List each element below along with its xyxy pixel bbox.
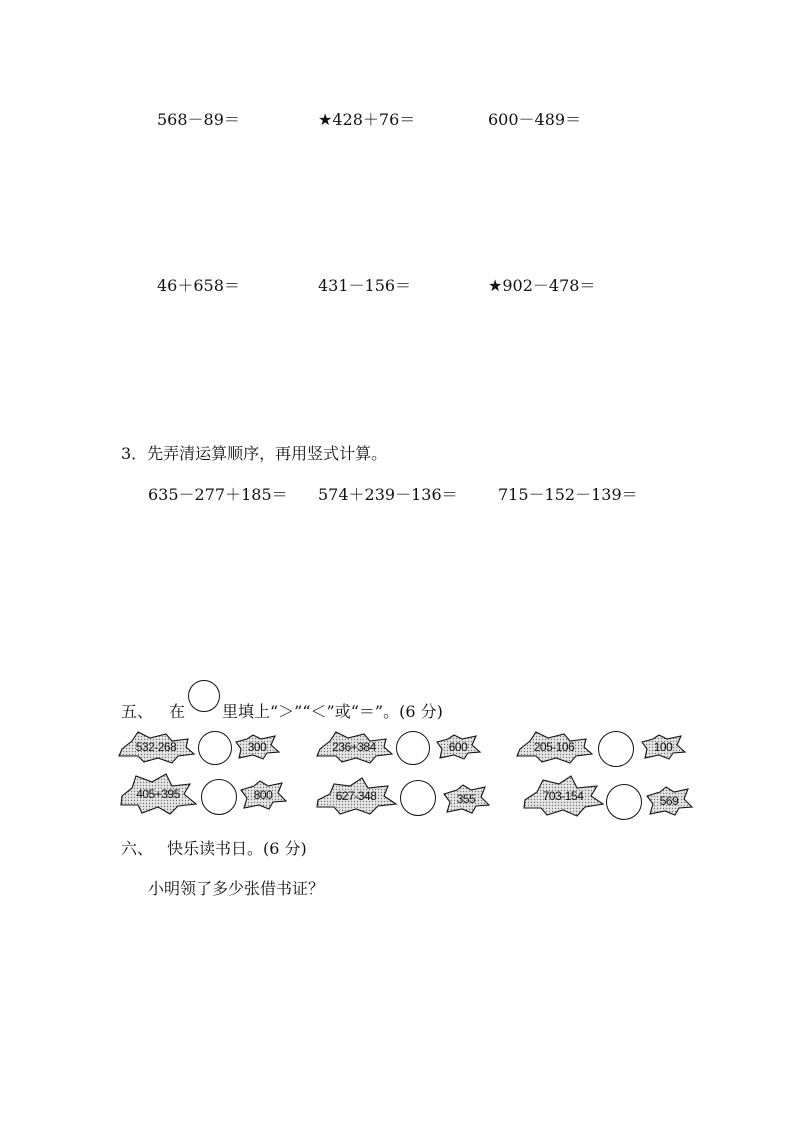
problem-568-89: 568－89＝ [157, 110, 240, 129]
star-expression-2 [314, 729, 394, 765]
problem-902-478: ★902－478＝ [488, 276, 596, 295]
compare-circle-6[interactable] [606, 784, 642, 820]
compare-circle-4[interactable] [201, 779, 237, 815]
q3-problem-2: 574＋239－136＝ [318, 485, 458, 504]
q3-problem-3: 715－152－139＝ [498, 485, 638, 504]
expression-label: 703-154 [542, 789, 584, 803]
compare-circle-5[interactable] [400, 780, 436, 816]
section6-question: 小明领了多少张借书证？ [148, 879, 325, 898]
compare-circle-3[interactable] [598, 731, 634, 767]
expression-label: 205-106 [533, 740, 575, 754]
heading-circle-icon [188, 680, 220, 712]
star-value-6 [644, 786, 694, 816]
q3-instruction: 3．先弄清运算顺序，再用竖式计算。 [121, 444, 388, 463]
section5-instruction: 里填上“＞”“＜”或“＝”。(6 分) [222, 702, 443, 721]
star-expression-6 [521, 774, 605, 818]
problem-46-658: 46＋658＝ [157, 276, 240, 295]
star-expression-5 [314, 776, 398, 816]
star-value-1 [233, 734, 281, 760]
expression-label: 627-348 [335, 789, 377, 803]
star-expression-1 [116, 729, 196, 765]
expression-label: 532-268 [135, 740, 177, 754]
star-value-3 [639, 734, 687, 760]
value-label: 569 [659, 794, 679, 808]
value-label: 355 [456, 792, 476, 806]
expression-label: 405+395 [136, 787, 180, 801]
compare-circle-2[interactable] [396, 731, 430, 765]
star-value-4 [238, 780, 288, 810]
value-label: 600 [448, 740, 468, 754]
star-value-5 [441, 784, 491, 814]
section6-title: 快乐读书日。(6 分) [167, 839, 307, 858]
star-value-2 [434, 734, 482, 760]
section5-pre: 在 [169, 702, 186, 721]
expression-label: 236+384 [332, 740, 376, 754]
value-label: 800 [253, 788, 273, 802]
q3-problem-1: 635－277＋185＝ [148, 485, 288, 504]
problem-428-76: ★428＋76＝ [318, 110, 416, 129]
star-expression-4 [118, 772, 198, 816]
problem-600-489: 600－489＝ [488, 110, 582, 129]
section6-number: 六、 [121, 839, 154, 858]
compare-circle-1[interactable] [198, 731, 232, 765]
value-label: 300 [247, 740, 267, 754]
star-expression-3 [514, 729, 594, 765]
problem-431-156: 431－156＝ [318, 276, 412, 295]
value-label: 100 [653, 740, 673, 754]
section5-number: 五、 [121, 702, 154, 721]
